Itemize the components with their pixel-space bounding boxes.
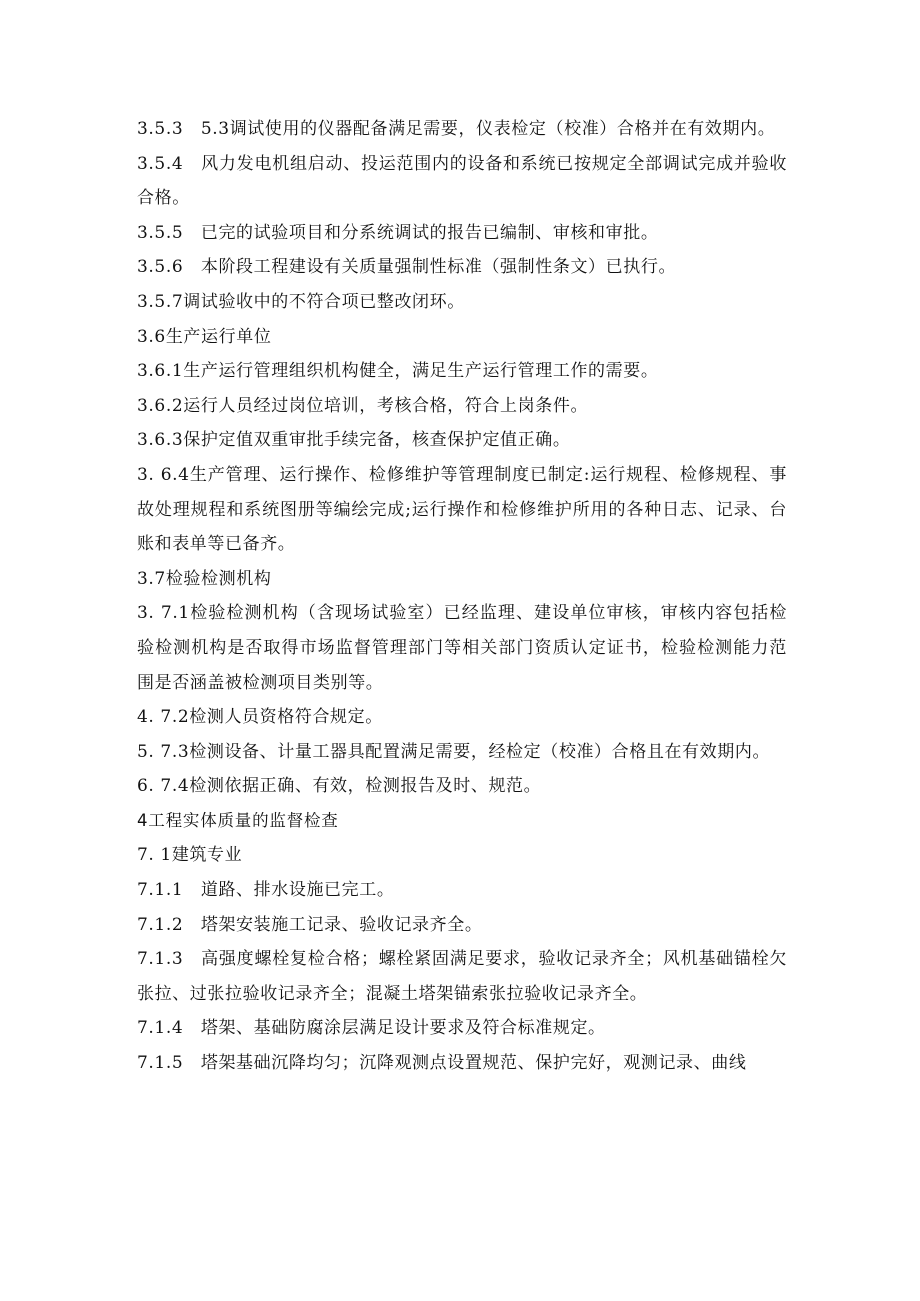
clause-3-5-6: 3.5.6 本阶段工程建设有关质量强制性标准（强制性条文）已执行。 xyxy=(137,257,677,278)
clause-3-6-4: 3. 6.4生产管理、运行操作、检修维护等管理制度已制定:运行规程、检修规程、事故处理规程和系统图册等编绘完成;运行操作和检修维护所用的各种日志、记录、台账和表单等已备齐。 xyxy=(137,464,787,555)
clause-7-1-1: 7.1.1 道路、排水设施已完工。 xyxy=(137,880,395,901)
clause-3-6-1: 3.6.1生产运行管理组织机构健全，满足生产运行管理工作的需要。 xyxy=(137,361,659,382)
section-heading-3-6: 3.6生产运行单位 xyxy=(137,326,272,347)
clause-7-1-3: 7.1.3 高强度螺栓复检合格；螺栓紧固满足要求，验收记录齐全；风机基础锚栓欠张拉、过张拉验收记录齐全；混凝土塔架锚索张拉验收记录齐全。 xyxy=(137,949,787,1004)
clause-7-3: 5. 7.3检测设备、计量工器具配置满足需要，经检定（校准）合格且在有效期内。 xyxy=(137,741,771,762)
section-heading-3-7: 3.7检验检测机构 xyxy=(137,568,272,589)
clause-3-6-2: 3.6.2运行人员经过岗位培训，考核合格，符合上岗条件。 xyxy=(137,395,589,416)
clause-7-1-2: 7.1.2 塔架安装施工记录、验收记录齐全。 xyxy=(137,914,483,935)
clause-3-7-1: 3. 7.1检验检测机构（含现场试验室）已经监理、建设单位审核，审核内容包括检验检测机构是否取得市场监督管理部门等相关部门资质认定证书，检验检测能力范围是否涵盖被检测项目类别等。 xyxy=(137,603,787,693)
clause-3-5-4: 3.5.4 风力发电机组启动、投运范围内的设备和系统已按规定全部调试完成并验收合格。 xyxy=(137,153,787,209)
section-heading-7-1: 7. 1建筑专业 xyxy=(137,845,243,866)
clause-7-1-5: 7.1.5 塔架基础沉降均匀；沉降观测点设置规范、保护完好，观测记录、曲线 xyxy=(137,1053,747,1074)
clause-3-6-3: 3.6.3保护定值双重审批手续完备，核查保护定值正确。 xyxy=(137,430,571,451)
clause-3-5-3: 3.5.3 5.3调试使用的仪器配备满足需要，仪表检定（校准）合格并在有效期内。 xyxy=(137,119,776,139)
clause-7-2: 4. 7.2检测人员资格符合规定。 xyxy=(137,707,383,728)
clause-3-5-5: 3.5.5 已完的试验项目和分系统调试的报告已编制、审核和审批。 xyxy=(137,222,659,243)
clause-3-5-7: 3.5.7调试验收中的不符合项已整改闭环。 xyxy=(137,291,465,312)
document-body xyxy=(137,112,787,1081)
chapter-heading-4: 4工程实体质量的监督检查 xyxy=(137,810,339,830)
clause-7-4: 6. 7.4检测依据正确、有效，检测报告及时、规范。 xyxy=(137,776,542,797)
clause-7-1-4: 7.1.4 塔架、基础防腐涂层满足设计要求及符合标准规定。 xyxy=(137,1018,606,1039)
